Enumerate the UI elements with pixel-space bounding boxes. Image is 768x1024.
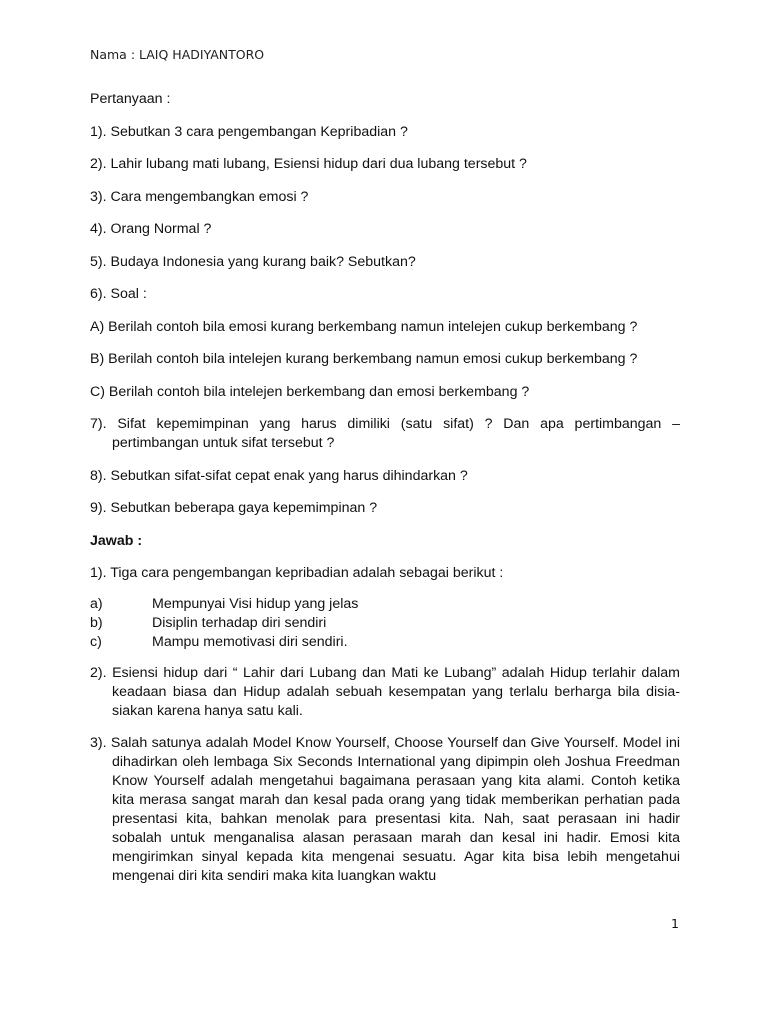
question-2: 2). Lahir lubang mati lubang, Esiensi hidup dari dua lubang tersebut ? [90, 156, 527, 172]
answer-3: 3). Salah satunya adalah Model Know Yourself, Choose Yourself dan Give Yourself. Model ini dihadirkan oleh lembaga Six Seconds International yang dipimpin oleh Joshua Freedman Know Yourself adalah mengetahui bagaimana perasaan yang kita alami. Contoh ketika kita merasa sangat marah dan kesal pada orang yang tidak memberikan perhatian pada presentasi kita, bahkan menolak para presentasi kita. Nah, saat perasaan ini hadir sobalah untuk menganalisa alasan perasaan marah dan kesal ini hadir. Emosi kita mengirimkan sinyal kepada kita mengenai sesuatu. Agar kita bisa lebih mengetahui mengenai diri kita sendiri maka kita luangkan waktu [90, 735, 680, 884]
question-6a: A) Berilah contoh bila emosi kurang berkembang namun intelejen cukup berkembang ? [90, 318, 638, 335]
questions-heading: Pertanyaan : [90, 91, 171, 107]
answers-heading: Jawab : [90, 532, 143, 549]
question-6: 6). Soal : [90, 286, 147, 302]
question-9: 9). Sebutkan beberapa gaya kepemimpinan ? [90, 500, 378, 516]
page-number: 1 [671, 916, 679, 931]
question-7: 7). Sifat kepemimpinan yang harus dimiliki (satu sifat) ? Dan apa pertimbangan – pertimbangan untuk sifat tersebut ? [90, 416, 680, 451]
list-marker: c) [90, 633, 102, 650]
question-6b: B) Berilah contoh bila intelejen kurang berkembang namun emosi cukup berkembang ? [90, 351, 638, 367]
question-8: 8). Sebutkan sifat-sifat cepat enak yang harus dihindarkan ? [90, 467, 468, 484]
answer-2: 2). Esiensi hidup dari “ Lahir dari Lubang dan Mati ke Lubang” adalah Hidup terlahir dalam keadaan biasa dan Hidup adalah sebuah kesempatan yang terlalu berharga bila disia-siakan karena hanya satu kali. [90, 664, 680, 719]
question-6c: C) Berilah contoh bila intelejen berkembang dan emosi berkembang ? [90, 383, 530, 400]
list-text: Mampu memotivasi diri sendiri. [152, 633, 348, 650]
document-body [90, 90, 680, 900]
list-item [90, 595, 680, 614]
question-5: 5). Budaya Indonesia yang kurang baik? Sebutkan? [90, 253, 416, 270]
list-item [90, 614, 680, 633]
question-1: 1). Sebutkan 3 cara pengembangan Kepribadian ? [90, 123, 408, 140]
question-3: 3). Cara mengembangkan emosi ? [90, 188, 309, 205]
name-line: Nama : LAIQ HADIYANTORO [90, 47, 265, 62]
list-item [90, 633, 680, 652]
answer-1-intro: 1). Tiga cara pengembangan kepribadian adalah sebagai berikut : [90, 565, 504, 581]
list-text: Disiplin terhadap diri sendiri [152, 614, 327, 631]
question-4: 4). Orang Normal ? [90, 221, 212, 237]
answer-1-list [90, 595, 680, 652]
list-marker: b) [90, 614, 103, 631]
list-text: Mempunyai Visi hidup yang jelas [152, 595, 359, 612]
list-marker: a) [90, 595, 103, 612]
